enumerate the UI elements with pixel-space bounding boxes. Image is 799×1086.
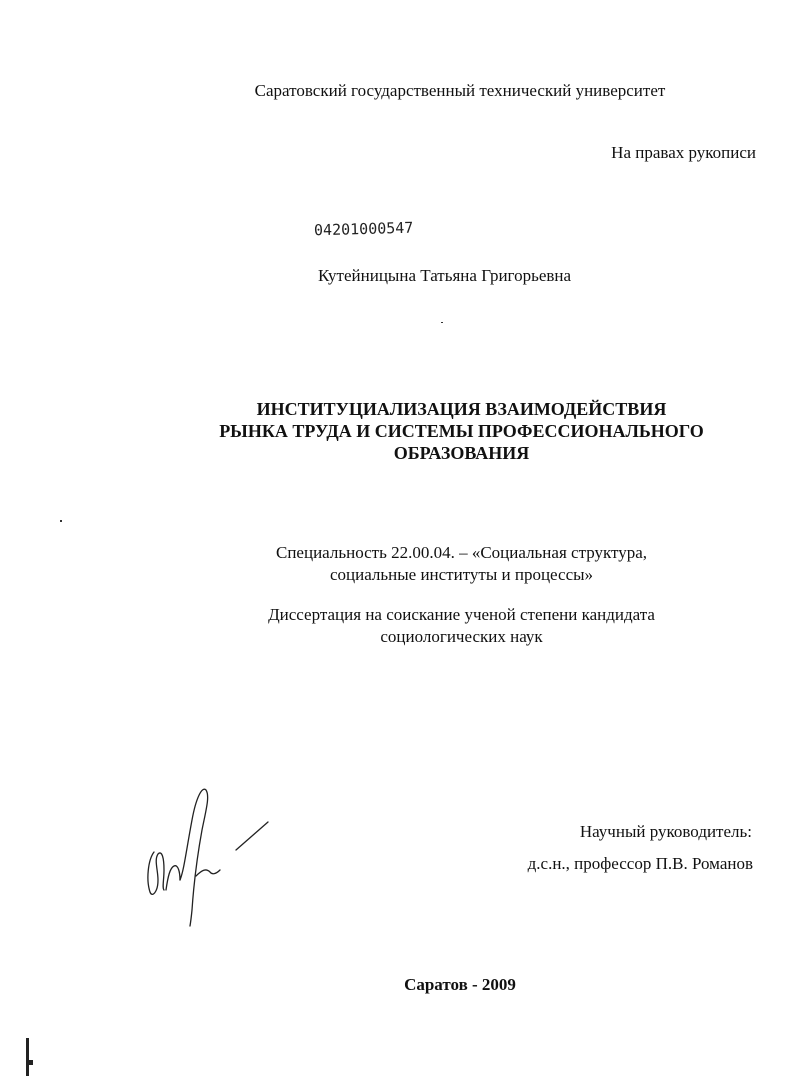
thesis-line: социологических наук — [380, 627, 543, 646]
thesis-degree — [62, 604, 799, 648]
specialty-line: социальные институты и процессы» — [329, 565, 594, 584]
title-line: РЫНКА ТРУДА И СИСТЕМЫ ПРОФЕССИОНАЛЬНОГО — [219, 421, 704, 441]
scan-speck — [441, 322, 443, 323]
supervisor-label: Научный руководитель: — [579, 822, 752, 841]
title-line: ОБРАЗОВАНИЯ — [393, 443, 530, 463]
author-name: Кутейницына Татьяна Григорьевна — [318, 266, 572, 285]
university-name: Саратовский государственный технический университет — [254, 81, 666, 100]
scan-speck — [60, 520, 62, 522]
dissertation-title — [62, 398, 799, 464]
specialty — [62, 542, 799, 586]
handwritten-signature-icon — [140, 780, 280, 930]
supervisor-name: д.с.н., профессор П.В. Романов — [527, 854, 753, 873]
city-year: Саратов - 2009 — [404, 975, 516, 994]
scan-edge-mark — [28, 1060, 33, 1065]
title-line: ИНСТИТУЦИАЛИЗАЦИЯ ВЗАИМОДЕЙСТВИЯ — [256, 399, 667, 419]
specialty-line: Специальность 22.00.04. – «Социальная структура, — [275, 543, 648, 562]
rights-note: На правах рукописи — [611, 143, 756, 162]
registration-code: 04201000547 — [313, 218, 414, 240]
scan-edge-mark — [26, 1038, 29, 1076]
thesis-line: Диссертация на соискание ученой степени кандидата — [268, 605, 655, 624]
